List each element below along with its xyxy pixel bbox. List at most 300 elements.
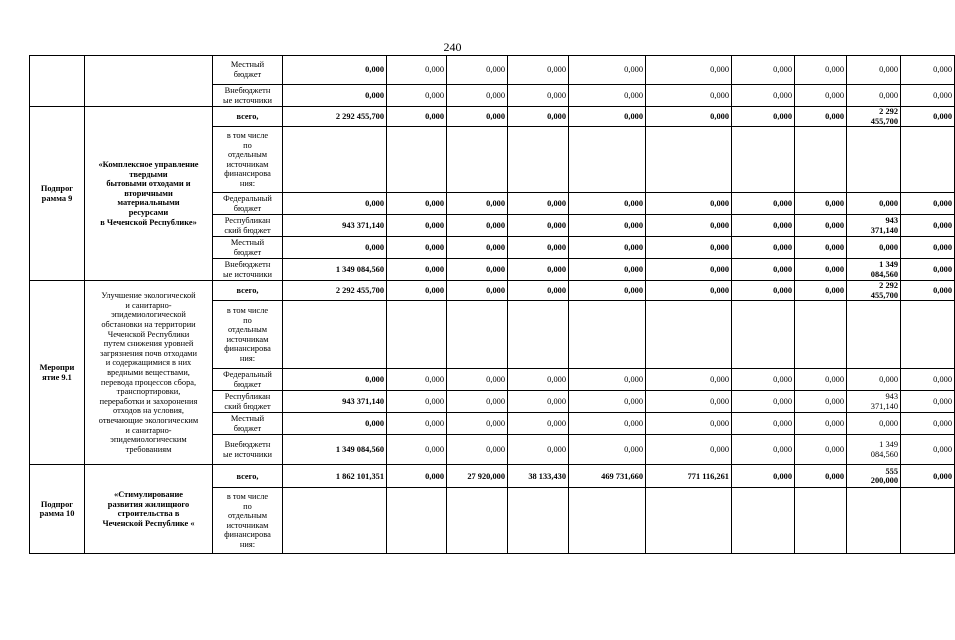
value-cell xyxy=(283,85,387,107)
value-cell xyxy=(901,488,955,554)
value-cell xyxy=(646,85,732,107)
value-cell xyxy=(795,259,847,281)
program-name-line: «Стимулирование xyxy=(114,490,183,500)
value-cell xyxy=(847,488,901,554)
source-label-line: бюджет xyxy=(233,70,262,79)
value-cell xyxy=(569,107,646,127)
source-label-line: отдельным xyxy=(227,150,267,160)
value-cell-line: 38 133,430 xyxy=(528,471,566,481)
source-label-line: Республикан xyxy=(224,392,271,402)
value-cell xyxy=(283,237,387,259)
value-cell xyxy=(795,281,847,301)
value-cell-line: 0,000 xyxy=(710,242,729,252)
program-name-line: вторичными xyxy=(124,188,173,198)
value-cell xyxy=(646,488,732,554)
value-cell xyxy=(646,435,732,465)
source-label xyxy=(213,301,283,369)
value-cell xyxy=(901,237,955,259)
value-cell-line: 1 862 101,351 xyxy=(335,471,384,481)
value-cell xyxy=(646,127,732,193)
source-label-line: Местный xyxy=(230,238,265,248)
source-label xyxy=(213,85,283,107)
value-cell-line: 0,000 xyxy=(624,90,643,100)
value-cell-line: 2 292 455,700 xyxy=(335,111,384,121)
source-label-line: источникам xyxy=(226,334,269,344)
value-cell xyxy=(901,56,955,85)
value-cell xyxy=(447,193,508,215)
value-cell xyxy=(447,215,508,237)
source-label-line: финансирова xyxy=(224,344,271,354)
value-cell-line: 0,000 xyxy=(933,445,952,455)
value-cell-line: 0,000 xyxy=(825,419,844,429)
value-cell xyxy=(646,413,732,435)
program-name-line: требованиям xyxy=(125,444,172,454)
value-cell-line: 0,000 xyxy=(486,419,505,429)
value-cell-line: 0,000 xyxy=(486,198,505,208)
value-cell-line: 0,000 xyxy=(365,375,384,385)
value-cell xyxy=(847,85,901,107)
value-cell-line: 0,000 xyxy=(710,90,729,100)
value-cell xyxy=(508,193,569,215)
value-cell xyxy=(508,237,569,259)
value-cell xyxy=(569,413,646,435)
value-cell-line: 0,000 xyxy=(933,397,952,407)
value-cell-line: 0,000 xyxy=(365,242,384,252)
value-cell-line: 0,000 xyxy=(624,242,643,252)
value-cell xyxy=(795,413,847,435)
value-cell xyxy=(847,281,901,301)
source-label xyxy=(213,193,283,215)
source-label-line: всего, xyxy=(236,471,259,481)
value-cell xyxy=(508,107,569,127)
value-cell-line: 0,000 xyxy=(624,65,643,75)
value-cell xyxy=(569,301,646,369)
value-cell-line: 0,000 xyxy=(425,445,444,455)
value-cell-line: 0,000 xyxy=(773,198,792,208)
program-code-line: рамма 10 xyxy=(39,509,75,519)
value-cell xyxy=(901,391,955,413)
value-cell xyxy=(447,391,508,413)
value-cell xyxy=(447,85,508,107)
source-label xyxy=(213,237,283,259)
value-cell-line: 0,000 xyxy=(825,198,844,208)
source-label-line: отдельным xyxy=(227,325,267,335)
value-cell xyxy=(795,369,847,391)
value-cell xyxy=(569,488,646,554)
source-label xyxy=(213,435,283,465)
value-cell-line: 0,000 xyxy=(486,90,505,100)
value-cell-line: 0,000 xyxy=(825,375,844,385)
value-cell xyxy=(795,215,847,237)
program-name-line: отвечающие экологическим xyxy=(98,415,199,425)
value-cell-line: 0,000 xyxy=(425,111,444,121)
value-cell xyxy=(732,127,795,193)
value-cell-line: 943 xyxy=(885,392,898,402)
program-name xyxy=(85,281,213,465)
value-cell-line: 0,000 xyxy=(486,220,505,230)
value-cell-line: 0,000 xyxy=(624,445,643,455)
value-cell-line: 0,000 xyxy=(547,397,566,407)
value-cell xyxy=(901,281,955,301)
value-cell-line: 0,000 xyxy=(773,397,792,407)
source-label-line: Внебюджетн xyxy=(224,260,271,270)
value-cell xyxy=(387,127,447,193)
value-cell-line: 0,000 xyxy=(624,419,643,429)
value-cell xyxy=(283,107,387,127)
value-cell xyxy=(732,259,795,281)
program-name-line: в Чеченской Республике» xyxy=(100,217,197,227)
source-label xyxy=(213,369,283,391)
value-cell-line: 0,000 xyxy=(486,242,505,252)
value-cell xyxy=(795,465,847,488)
value-cell-line: 0,000 xyxy=(547,419,566,429)
value-cell-line: 0,000 xyxy=(710,264,729,274)
value-cell xyxy=(847,259,901,281)
value-cell-line: 0,000 xyxy=(933,419,952,429)
value-cell-line: 0,000 xyxy=(773,419,792,429)
value-cell xyxy=(569,391,646,413)
source-label xyxy=(213,465,283,488)
value-cell xyxy=(283,488,387,554)
source-label xyxy=(213,391,283,413)
value-cell xyxy=(387,488,447,554)
value-cell-line: 1 349 084,560 xyxy=(335,445,384,455)
value-cell-line: 0,000 xyxy=(547,264,566,274)
source-label xyxy=(213,281,283,301)
value-cell xyxy=(646,391,732,413)
program-name-line: перевода процессов сбора, xyxy=(100,377,197,387)
program-name-line: бытовыми отходами и xyxy=(106,179,191,189)
value-cell xyxy=(847,107,901,127)
value-cell xyxy=(569,85,646,107)
program-name-line: и санитарно- xyxy=(125,300,172,310)
value-cell-line: 0,000 xyxy=(425,419,444,429)
value-cell xyxy=(387,237,447,259)
value-cell xyxy=(447,301,508,369)
value-cell xyxy=(847,435,901,465)
program-code-line: Подпрог xyxy=(40,499,74,509)
source-label-line: Местный xyxy=(230,60,265,70)
value-cell xyxy=(732,465,795,488)
value-cell xyxy=(387,465,447,488)
program-name-line: и содержащимися в них xyxy=(105,358,192,368)
value-cell-line: 27 920,000 xyxy=(467,471,505,481)
program-name-line: строительства в xyxy=(117,509,180,519)
value-cell xyxy=(901,127,955,193)
program-name-line: Чеченской Республики xyxy=(107,329,190,339)
value-cell-line: 0,000 xyxy=(773,242,792,252)
value-cell-line: 0,000 xyxy=(933,471,952,481)
value-cell-line: 0,000 xyxy=(773,90,792,100)
value-cell xyxy=(569,56,646,85)
value-cell xyxy=(901,369,955,391)
value-cell xyxy=(387,369,447,391)
source-label-line: источникам xyxy=(226,520,269,530)
program-code-line: Меропри xyxy=(39,363,75,373)
value-cell xyxy=(646,107,732,127)
value-cell xyxy=(732,391,795,413)
value-cell xyxy=(732,215,795,237)
value-cell xyxy=(795,391,847,413)
value-cell-line: 0,000 xyxy=(825,397,844,407)
program-code xyxy=(30,107,85,281)
table-row xyxy=(30,465,955,488)
value-cell xyxy=(847,193,901,215)
value-cell xyxy=(901,259,955,281)
value-cell xyxy=(569,215,646,237)
value-cell-line: 0,000 xyxy=(624,397,643,407)
value-cell-line: 084,560 xyxy=(870,269,898,279)
value-cell xyxy=(795,56,847,85)
program-code-line: рамма 9 xyxy=(41,193,73,203)
value-cell xyxy=(387,56,447,85)
value-cell xyxy=(387,85,447,107)
source-label xyxy=(213,215,283,237)
value-cell xyxy=(283,465,387,488)
value-cell-line: 0,000 xyxy=(425,90,444,100)
value-cell xyxy=(447,259,508,281)
value-cell-line: 1 349 xyxy=(879,440,898,450)
value-cell xyxy=(508,391,569,413)
value-cell-line: 0,000 xyxy=(365,90,384,100)
source-label-line: бюджет xyxy=(233,423,262,433)
value-cell-line: 0,000 xyxy=(710,220,729,230)
source-label-line: ые источники xyxy=(223,269,272,279)
value-cell xyxy=(732,281,795,301)
value-cell-line: 0,000 xyxy=(825,220,844,230)
source-label-line: ния: xyxy=(239,178,256,188)
value-cell-line: 0,000 xyxy=(486,264,505,274)
value-cell xyxy=(569,127,646,193)
source-label xyxy=(213,56,283,85)
value-cell xyxy=(508,85,569,107)
value-cell xyxy=(447,237,508,259)
source-label-line: Федеральный xyxy=(223,194,272,204)
source-label xyxy=(213,488,283,554)
value-cell xyxy=(283,215,387,237)
value-cell-line: 0,000 xyxy=(624,285,643,295)
value-cell-line: 0,000 xyxy=(933,198,952,208)
budget-table xyxy=(29,55,955,554)
value-cell xyxy=(508,127,569,193)
value-cell-line: 0,000 xyxy=(825,445,844,455)
value-cell-line: 0,000 xyxy=(773,264,792,274)
value-cell-line: 0,000 xyxy=(825,264,844,274)
value-cell-line: 0,000 xyxy=(547,445,566,455)
value-cell-line: 0,000 xyxy=(425,220,444,230)
value-cell xyxy=(901,435,955,465)
value-cell-line: 0,000 xyxy=(710,285,729,295)
value-cell-line: 0,000 xyxy=(547,242,566,252)
value-cell-line: 0,000 xyxy=(773,375,792,385)
value-cell-line: 0,000 xyxy=(879,65,898,75)
source-label-line: Внебюджетн xyxy=(224,85,271,95)
value-cell xyxy=(901,85,955,107)
source-label-line: Внебюджетн xyxy=(224,440,271,450)
value-cell xyxy=(901,107,955,127)
value-cell-line: 0,000 xyxy=(710,65,729,75)
value-cell-line: 0,000 xyxy=(425,264,444,274)
value-cell xyxy=(646,193,732,215)
source-label xyxy=(213,413,283,435)
value-cell xyxy=(847,301,901,369)
program-name-line: и санитарно- xyxy=(125,425,172,435)
source-label-line: ния: xyxy=(239,354,256,364)
table-row xyxy=(30,281,955,301)
value-cell xyxy=(646,465,732,488)
value-cell xyxy=(508,56,569,85)
code-cell xyxy=(30,56,85,107)
value-cell xyxy=(795,107,847,127)
value-cell-line: 943 371,140 xyxy=(342,220,384,230)
value-cell xyxy=(646,215,732,237)
source-label-line: всего, xyxy=(236,285,259,295)
value-cell-line: 0,000 xyxy=(486,397,505,407)
value-cell xyxy=(283,56,387,85)
value-cell-line: 0,000 xyxy=(933,220,952,230)
value-cell-line: 0,000 xyxy=(825,285,844,295)
value-cell-line: 0,000 xyxy=(486,445,505,455)
value-cell xyxy=(508,301,569,369)
value-cell-line: 455,700 xyxy=(870,116,898,126)
value-cell-line: 0,000 xyxy=(624,111,643,121)
value-cell xyxy=(283,281,387,301)
value-cell-line: 0,000 xyxy=(933,285,952,295)
value-cell xyxy=(569,193,646,215)
value-cell-line: 200,000 xyxy=(870,476,898,486)
value-cell-line: 0,000 xyxy=(365,419,384,429)
value-cell xyxy=(447,435,508,465)
value-cell-line: 0,000 xyxy=(710,419,729,429)
value-cell xyxy=(795,237,847,259)
source-label-line: финансирова xyxy=(224,169,271,179)
value-cell-line: 0,000 xyxy=(547,285,566,295)
value-cell-line: 0,000 xyxy=(624,198,643,208)
value-cell xyxy=(847,465,901,488)
value-cell xyxy=(447,369,508,391)
source-label-line: Местный xyxy=(230,414,265,424)
value-cell xyxy=(847,391,901,413)
value-cell-line: 2 292 xyxy=(879,281,898,291)
value-cell-line: 0,000 xyxy=(879,242,898,252)
program-name-line: материальными xyxy=(117,198,180,208)
table-row xyxy=(30,56,955,85)
value-cell-line: 0,000 xyxy=(879,198,898,208)
source-label-line: финансирова xyxy=(224,530,271,540)
value-cell xyxy=(387,107,447,127)
value-cell-line: 0,000 xyxy=(773,65,792,75)
value-cell xyxy=(387,259,447,281)
value-cell-line: 0,000 xyxy=(425,471,444,481)
program-name-line: транспортировки, xyxy=(116,387,181,397)
value-cell xyxy=(901,465,955,488)
source-label-line: бюджет xyxy=(233,379,262,389)
program-name-line: переработки и захоронения xyxy=(99,396,198,406)
value-cell-line: 943 371,140 xyxy=(342,397,384,407)
value-cell xyxy=(283,391,387,413)
source-label-line: по xyxy=(243,315,252,325)
source-label-line: бюджет xyxy=(233,203,262,213)
value-cell-line: 0,000 xyxy=(710,375,729,385)
value-cell xyxy=(447,281,508,301)
program-name-line: обстановки на территории xyxy=(101,320,196,330)
value-cell-line: 0,000 xyxy=(547,90,566,100)
value-cell xyxy=(795,193,847,215)
value-cell-line: 0,000 xyxy=(547,65,566,75)
value-cell xyxy=(847,215,901,237)
value-cell xyxy=(732,369,795,391)
value-cell xyxy=(901,193,955,215)
program-name-line: вредными веществами, xyxy=(107,367,190,377)
program-code-line: Подпрог xyxy=(40,184,74,193)
value-cell-line: 0,000 xyxy=(547,375,566,385)
value-cell-line: 0,000 xyxy=(365,65,384,75)
value-cell xyxy=(387,391,447,413)
value-cell xyxy=(847,369,901,391)
value-cell xyxy=(901,413,955,435)
value-cell xyxy=(795,301,847,369)
value-cell-line: 0,000 xyxy=(710,111,729,121)
value-cell xyxy=(508,488,569,554)
value-cell-line: 0,000 xyxy=(825,111,844,121)
value-cell-line: 0,000 xyxy=(486,65,505,75)
value-cell-line: 371,140 xyxy=(870,225,898,235)
source-label-line: Республикан xyxy=(224,216,271,226)
value-cell-line: 2 292 xyxy=(879,107,898,116)
source-label-line: по xyxy=(243,501,252,511)
value-cell xyxy=(447,488,508,554)
value-cell-line: 555 xyxy=(885,466,898,476)
value-cell xyxy=(732,488,795,554)
value-cell-line: 0,000 xyxy=(879,419,898,429)
value-cell-line: 0,000 xyxy=(624,375,643,385)
value-cell-line: 0,000 xyxy=(486,375,505,385)
program-code xyxy=(30,281,85,465)
program-name-line: отходов на условия, xyxy=(113,406,184,416)
value-cell-line: 0,000 xyxy=(547,111,566,121)
source-label-line: ский бюджет xyxy=(224,401,271,411)
program-name-line: «Комплексное управление xyxy=(98,160,199,170)
value-cell xyxy=(795,488,847,554)
value-cell-line: 0,000 xyxy=(879,375,898,385)
value-cell xyxy=(732,237,795,259)
value-cell-line: 0,000 xyxy=(425,242,444,252)
value-cell-line: 0,000 xyxy=(825,90,844,100)
value-cell-line: 455,700 xyxy=(870,290,898,300)
value-cell-line: 0,000 xyxy=(425,397,444,407)
value-cell xyxy=(508,369,569,391)
source-label-line: в том числе xyxy=(226,306,269,316)
value-cell xyxy=(387,435,447,465)
program-name-line: Улучшение экологической xyxy=(101,291,196,301)
value-cell xyxy=(646,281,732,301)
value-cell-line: 0,000 xyxy=(710,198,729,208)
name-cell xyxy=(85,56,213,107)
value-cell xyxy=(283,259,387,281)
value-cell xyxy=(646,237,732,259)
source-label-line: в том числе xyxy=(226,492,269,502)
value-cell xyxy=(646,369,732,391)
value-cell-line: 943 xyxy=(885,216,898,226)
value-cell xyxy=(732,193,795,215)
value-cell xyxy=(447,465,508,488)
value-cell-line: 0,000 xyxy=(624,220,643,230)
value-cell xyxy=(447,127,508,193)
value-cell-line: 0,000 xyxy=(773,445,792,455)
value-cell xyxy=(508,259,569,281)
source-label-line: всего, xyxy=(236,111,259,121)
value-cell-line: 0,000 xyxy=(933,264,952,274)
